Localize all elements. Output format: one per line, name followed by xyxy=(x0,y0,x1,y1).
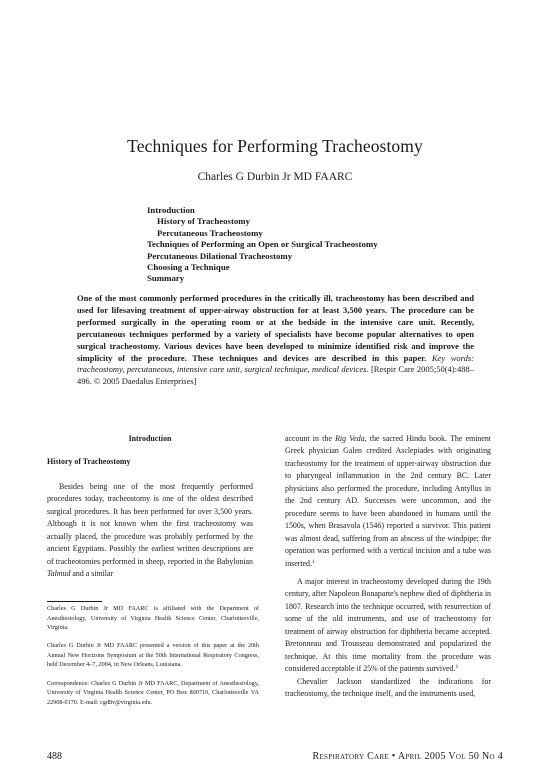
toc-item-history: History of Tracheostomy xyxy=(157,216,251,227)
table-of-contents xyxy=(147,205,378,285)
author-line: Charles G Durbin Jr MD FAARC xyxy=(197,171,353,183)
toc-item-dilational: Percutaneous Dilational Tracheostomy xyxy=(147,250,293,261)
article-title: Techniques for Performing Tracheostomy xyxy=(127,136,423,156)
body-paragraph: Chevalier Jackson standardized the indications for tracheostomy, the technique itself, and the instruments used, xyxy=(285,676,491,699)
toc-item-introduction: Introduction xyxy=(147,205,195,215)
abstract-keywords: Key words: tracheostomy, percutaneous, intensive care unit, surgical technique, medical devices. xyxy=(77,352,475,375)
footnote-presentation: Charles G Durbin Jr MD FAARC presented a version of this paper at the 20th Annual New Horizons Symposium at the 50th International Respiratory Congress, held December 4–7, 2004, in New Orleans, Louisiana. xyxy=(47,642,259,669)
journal-running-footer: Respiratory Care • April 2005 Vol 50 No 4 xyxy=(312,751,503,762)
abstract xyxy=(77,293,474,388)
footnote-rule xyxy=(47,601,102,602)
abstract-citation: [Respir Care 2005;50(4):488–496. © 2005 Daedalus Enterprises] xyxy=(77,364,474,387)
toc-item-choosing: Choosing a Technique xyxy=(147,262,230,273)
toc-item-percutaneous: Percutaneous Tracheostomy xyxy=(157,227,263,238)
body-paragraph: A major interest in tracheostomy developed during the 19th century, after Napoleon Bonaparte's nephew died of diphtheria in 1807. Research into the technique occurred, with resurrection of some of the old instruments, and use of tracheostomy for treatment of airway obstruction for diphtheria became accepted. Bretonneau and Trousseau demonstrated and popularized the technique. At this time mortality from the procedure was considered acceptable if 25% of the patients survived.$^1$ xyxy=(285,576,491,674)
reference-marker: 1 xyxy=(311,558,315,565)
footnote-correspondence: Correspondence: Charles G Durbin Jr MD FAARC, Department of Anesthesiology, University of Virginia Health Science Center, PO Box 800710, Charlottesville VA 22908-0170. E-mail: cgd8v@virginia.edu. xyxy=(47,679,259,706)
footnotes xyxy=(47,604,259,716)
reference-marker: 1 xyxy=(455,664,459,671)
right-column xyxy=(285,433,491,701)
subsection-heading-history: History of Tracheostomy xyxy=(47,457,131,467)
body-paragraph: Besides being one of the most frequently performed procedures today, tracheostomy is one of the oldest described surgical procedures. It has been performed for over 3,500 years. Although it is not known when the first tracheostomy was actually placed, the procedure was probably performed by the ancient Egyptians. Possibly the earliest written descriptions are of tracheotomies performed in sheep, reported in the Babylonian Talmud and a similar xyxy=(47,481,253,579)
page-number: 488 xyxy=(47,751,62,762)
toc-item-summary: Summary xyxy=(147,273,185,284)
left-column xyxy=(47,433,253,581)
toc-item-open-surgical: Techniques of Performing an Open or Surgical Tracheostomy xyxy=(147,239,378,250)
footnote-affiliation: Charles G Durbin Jr MD FAARC is affiliated with the Department of Anesthesiology, University of Virginia Health Science Center, Charlottesville, Virginia. xyxy=(47,605,259,632)
body-paragraph: account in the Rig Veda, the sacred Hindu book. The eminent Greek physician Galen credited Asclepiades with originating tracheostomy for the treatment of upper-airway obstruction due to pharyngeal inflammation in the 2nd century BC. Later physicians also performed the procedure, including Antyllus in the 2nd century AD. Successes were uncommon, and the procedure seems to have been abandoned in humans until the 1500s, when Brasavola (1546) reported a survivor. This patient was almost dead, suffering from an abscess of the windpipe; the operation was performed with a vertical incision and a tube was inserted.$^1$ xyxy=(285,434,491,568)
section-heading-introduction: Introduction xyxy=(128,434,172,443)
abstract-body: One of the most commonly performed procedures in the critically ill, tracheostomy has been described and used for lifesaving treatment of upper-airway obstruction for at least 3,500 years. The procedure can be performed surgically in the operating room or at the bedside in the intensive care unit. Recently, percutaneous techniques performed by a variety of specialists have become popular alternatives to open surgical tracheostomy. Various devices have been developed to minimize identified risk and improve the simplicity of the procedure. These techniques and devices are described in this paper. xyxy=(77,293,474,363)
